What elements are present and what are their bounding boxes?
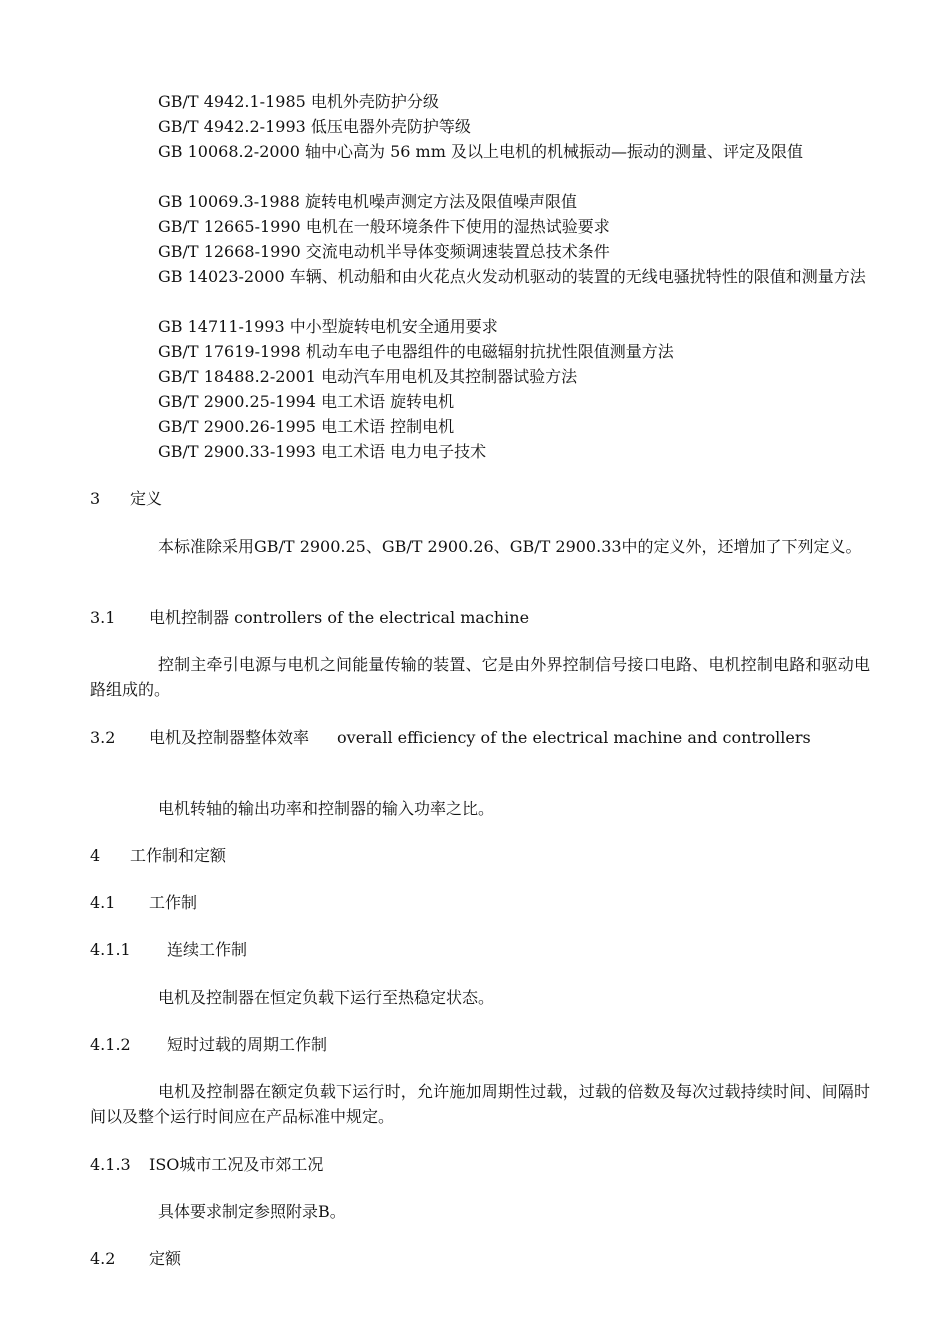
reference-item: GB/T 12668-1990 交流电动机半导体变频调速装置总技术条件	[158, 242, 610, 261]
section-paragraph: 电机及控制器在额定负载下运行时，允许施加周期性过载，过载的倍数及每次过载持续时间、间隔时间以及整个运行时间应在产品标准中规定。	[90, 1082, 870, 1126]
section-title: ISO城市工况及市郊工况	[149, 1155, 324, 1174]
reference-item: GB/T 2900.33-1993 电工术语 电力电子技术	[158, 442, 487, 461]
section-number: 4.1.1	[90, 940, 131, 959]
section-title: 工作制和定额	[130, 846, 227, 865]
reference-item: GB 14711-1993 中小型旋转电机安全通用要求	[158, 317, 498, 336]
section-heading	[90, 890, 870, 915]
section-heading	[90, 843, 870, 868]
reference-item: GB/T 12665-1990 电机在一般环境条件下使用的湿热试验要求	[158, 217, 610, 236]
section-number: 4	[90, 846, 101, 865]
reference-item: GB/T 4942.2-1993 低压电器外壳防护等级	[158, 117, 471, 136]
section-paragraph: 本标准除采用GB/T 2900.25、GB/T 2900.26、GB/T 2900.33中的定义外，还增加了下列定义。	[158, 537, 862, 556]
section-paragraph: 控制主牵引电源与电机之间能量传输的装置、它是由外界控制信号接口电路、电机控制电路和驱动电路组成的。	[90, 655, 870, 699]
section-title: 工作制	[149, 893, 198, 912]
section-heading	[90, 725, 870, 750]
section-number: 4.2	[90, 1249, 116, 1268]
reference-item: GB 14023-2000 车辆、机动船和由火花点火发动机驱动的装置的无线电骚扰特性的限值和测量方法	[158, 267, 866, 286]
section-number: 4.1.2	[90, 1035, 131, 1054]
section-number: 3.1	[90, 608, 116, 627]
section-heading	[90, 1246, 870, 1271]
section-paragraph: 具体要求制定参照附录B。	[158, 1202, 346, 1221]
reference-item: GB/T 17619-1998 机动车电子电器组件的电磁辐射抗扰性限值测量方法	[158, 342, 674, 361]
section-title: 定义	[130, 489, 163, 508]
reference-item: GB 10069.3-1988 旋转电机噪声测定方法及限值噪声限值	[158, 192, 578, 211]
reference-item: GB/T 2900.26-1995 电工术语 控制电机	[158, 417, 455, 436]
reference-item: GB/T 2900.25-1994 电工术语 旋转电机	[158, 392, 455, 411]
section-heading	[90, 937, 870, 962]
section-number: 4.1	[90, 893, 116, 912]
section-heading	[90, 486, 870, 511]
section-title: 短时过载的周期工作制	[167, 1035, 328, 1054]
section-title: 连续工作制	[167, 940, 248, 959]
section-paragraph: 电机转轴的输出功率和控制器的输入功率之比。	[158, 799, 495, 818]
section-number: 3	[90, 489, 101, 508]
reference-item: GB/T 4942.1-1985 电机外壳防护分级	[158, 92, 439, 111]
section-title-english: overall efficiency of the electrical machine and controllers	[337, 728, 811, 747]
section-paragraph: 电机及控制器在恒定负载下运行至热稳定状态。	[158, 988, 495, 1007]
section-number: 3.2	[90, 728, 116, 747]
section-number: 4.1.3	[90, 1155, 131, 1174]
section-title: 电机控制器 controllers of the electrical machine	[149, 608, 530, 627]
section-title: 电机及控制器整体效率	[149, 728, 310, 747]
reference-item: GB 10068.2-2000 轴中心高为 56 mm 及以上电机的机械振动—振动的测量、评定及限值	[158, 142, 803, 161]
section-heading	[90, 1152, 870, 1177]
section-title: 定额	[149, 1249, 182, 1268]
reference-item: GB/T 18488.2-2001 电动汽车用电机及其控制器试验方法	[158, 367, 578, 386]
section-heading	[90, 1032, 870, 1057]
section-heading	[90, 605, 870, 630]
